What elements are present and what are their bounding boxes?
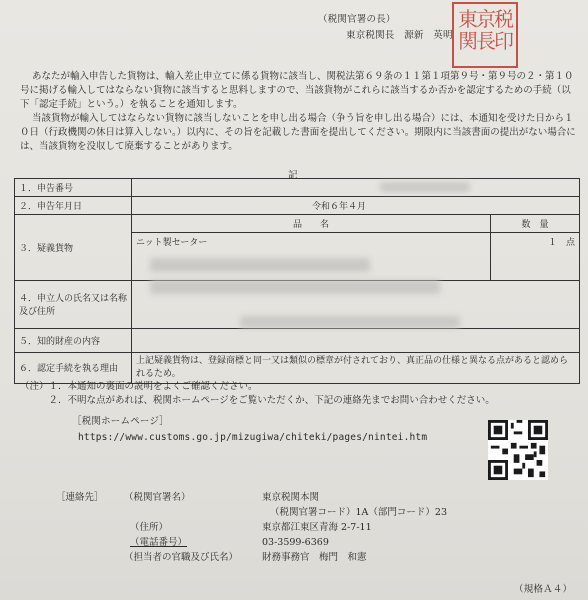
- row6-label: ６．認定手続を執る理由: [15, 352, 132, 383]
- issuer-label: （税関官署の長）: [318, 14, 396, 25]
- row4-label: ４．申立人の氏名又は名称及び住所: [15, 280, 132, 328]
- issuer-name: 東京税関長 源新 英明: [346, 30, 453, 41]
- contact-person-label: （担当者の官職及び氏名）: [124, 552, 239, 563]
- contact-phone-value: 03-3599-6369: [262, 537, 329, 548]
- contact-person-value: 財務事務官 梅門 和憲: [262, 552, 367, 563]
- homepage-url[interactable]: https://www.customs.go.jp/mizugiwa/chiteki/pages/nintei.htm: [78, 432, 428, 443]
- body-paragraph-1: あなたが輸入申告した貨物は、輸入差止申立てに係る貨物に該当し、関税法第６９条の１１第１項第９号・第９号の２・第１０号に掲げる輸入してはならない貨物に該当すると思料しますので、当該貨物がこれらに該当するか否かを認定するための手続（以下「認定手続」という。）を執ることを通知します。: [20, 71, 574, 110]
- official-seal: 東京税関長印: [452, 2, 518, 68]
- row1-label: １．申告番号: [15, 179, 132, 197]
- goods-extra-qty: [491, 250, 580, 280]
- redaction: [240, 316, 460, 328]
- goods-col-name: 品 名: [132, 215, 491, 233]
- contact-address-value: 東京都江東区青海 2-7-11: [262, 522, 372, 533]
- redaction: [150, 280, 440, 294]
- row2-label: ２．申告年月日: [15, 197, 132, 215]
- goods-col-qty: 数 量: [491, 215, 580, 233]
- size-note: （規格Ａ４）: [514, 584, 573, 595]
- homepage-label: ［税関ホームページ］: [72, 416, 169, 427]
- row5-label: ５．知的財産の内容: [15, 328, 132, 352]
- contact-phone-label: （電話番号）: [130, 537, 188, 548]
- ki-heading: 記: [288, 170, 298, 181]
- contact-address-label: （住所）: [130, 522, 169, 533]
- contact-code-value: （税関官署コード）1A（部門コード）23: [270, 507, 447, 518]
- qr-code[interactable]: [488, 420, 548, 480]
- contact-office-label: （税関官署名）: [124, 492, 191, 503]
- note-2: ２．不明な点があれば、税関ホームページをご覧いただくか、下記の連絡先までお問い合わせください。: [20, 395, 495, 406]
- row6-value: 上記疑義貨物は、登録商標と同一又は類似の標章が付されており、真正品の仕様と異なる点があると認められるため。: [132, 352, 580, 383]
- contact-office-value: 東京税関本関: [262, 492, 320, 503]
- row1-value: [132, 179, 580, 197]
- note-1: （注）１．本通知の裏面の説明をよくご確認ください。: [20, 381, 258, 392]
- redaction: [380, 182, 470, 192]
- notes: [20, 380, 495, 408]
- redaction: [150, 258, 370, 272]
- contact-heading: ［連絡先］: [56, 492, 104, 503]
- goods-name: ニット製セーター: [132, 233, 491, 251]
- body-paragraph-2: 当該貨物が輸入してはならない貨物に該当しないことを申し出る場合（争う旨を申し出る場合）には、本通知を受けた日から１０日（行政機関の休日は算入しない。）以内に、その旨を記載した書面を提出してください。期限内に当該書面の提出がない場合には、当該貨物を没収して廃棄することがあります。: [20, 113, 576, 152]
- goods-label: ３．疑義貨物: [15, 215, 132, 281]
- notice-body: [20, 70, 576, 154]
- row2-value: 令和６年４月: [132, 197, 580, 215]
- goods-qty: １ 点: [491, 233, 580, 251]
- row5-value: [132, 328, 580, 352]
- qr-code-graphic: [488, 420, 548, 480]
